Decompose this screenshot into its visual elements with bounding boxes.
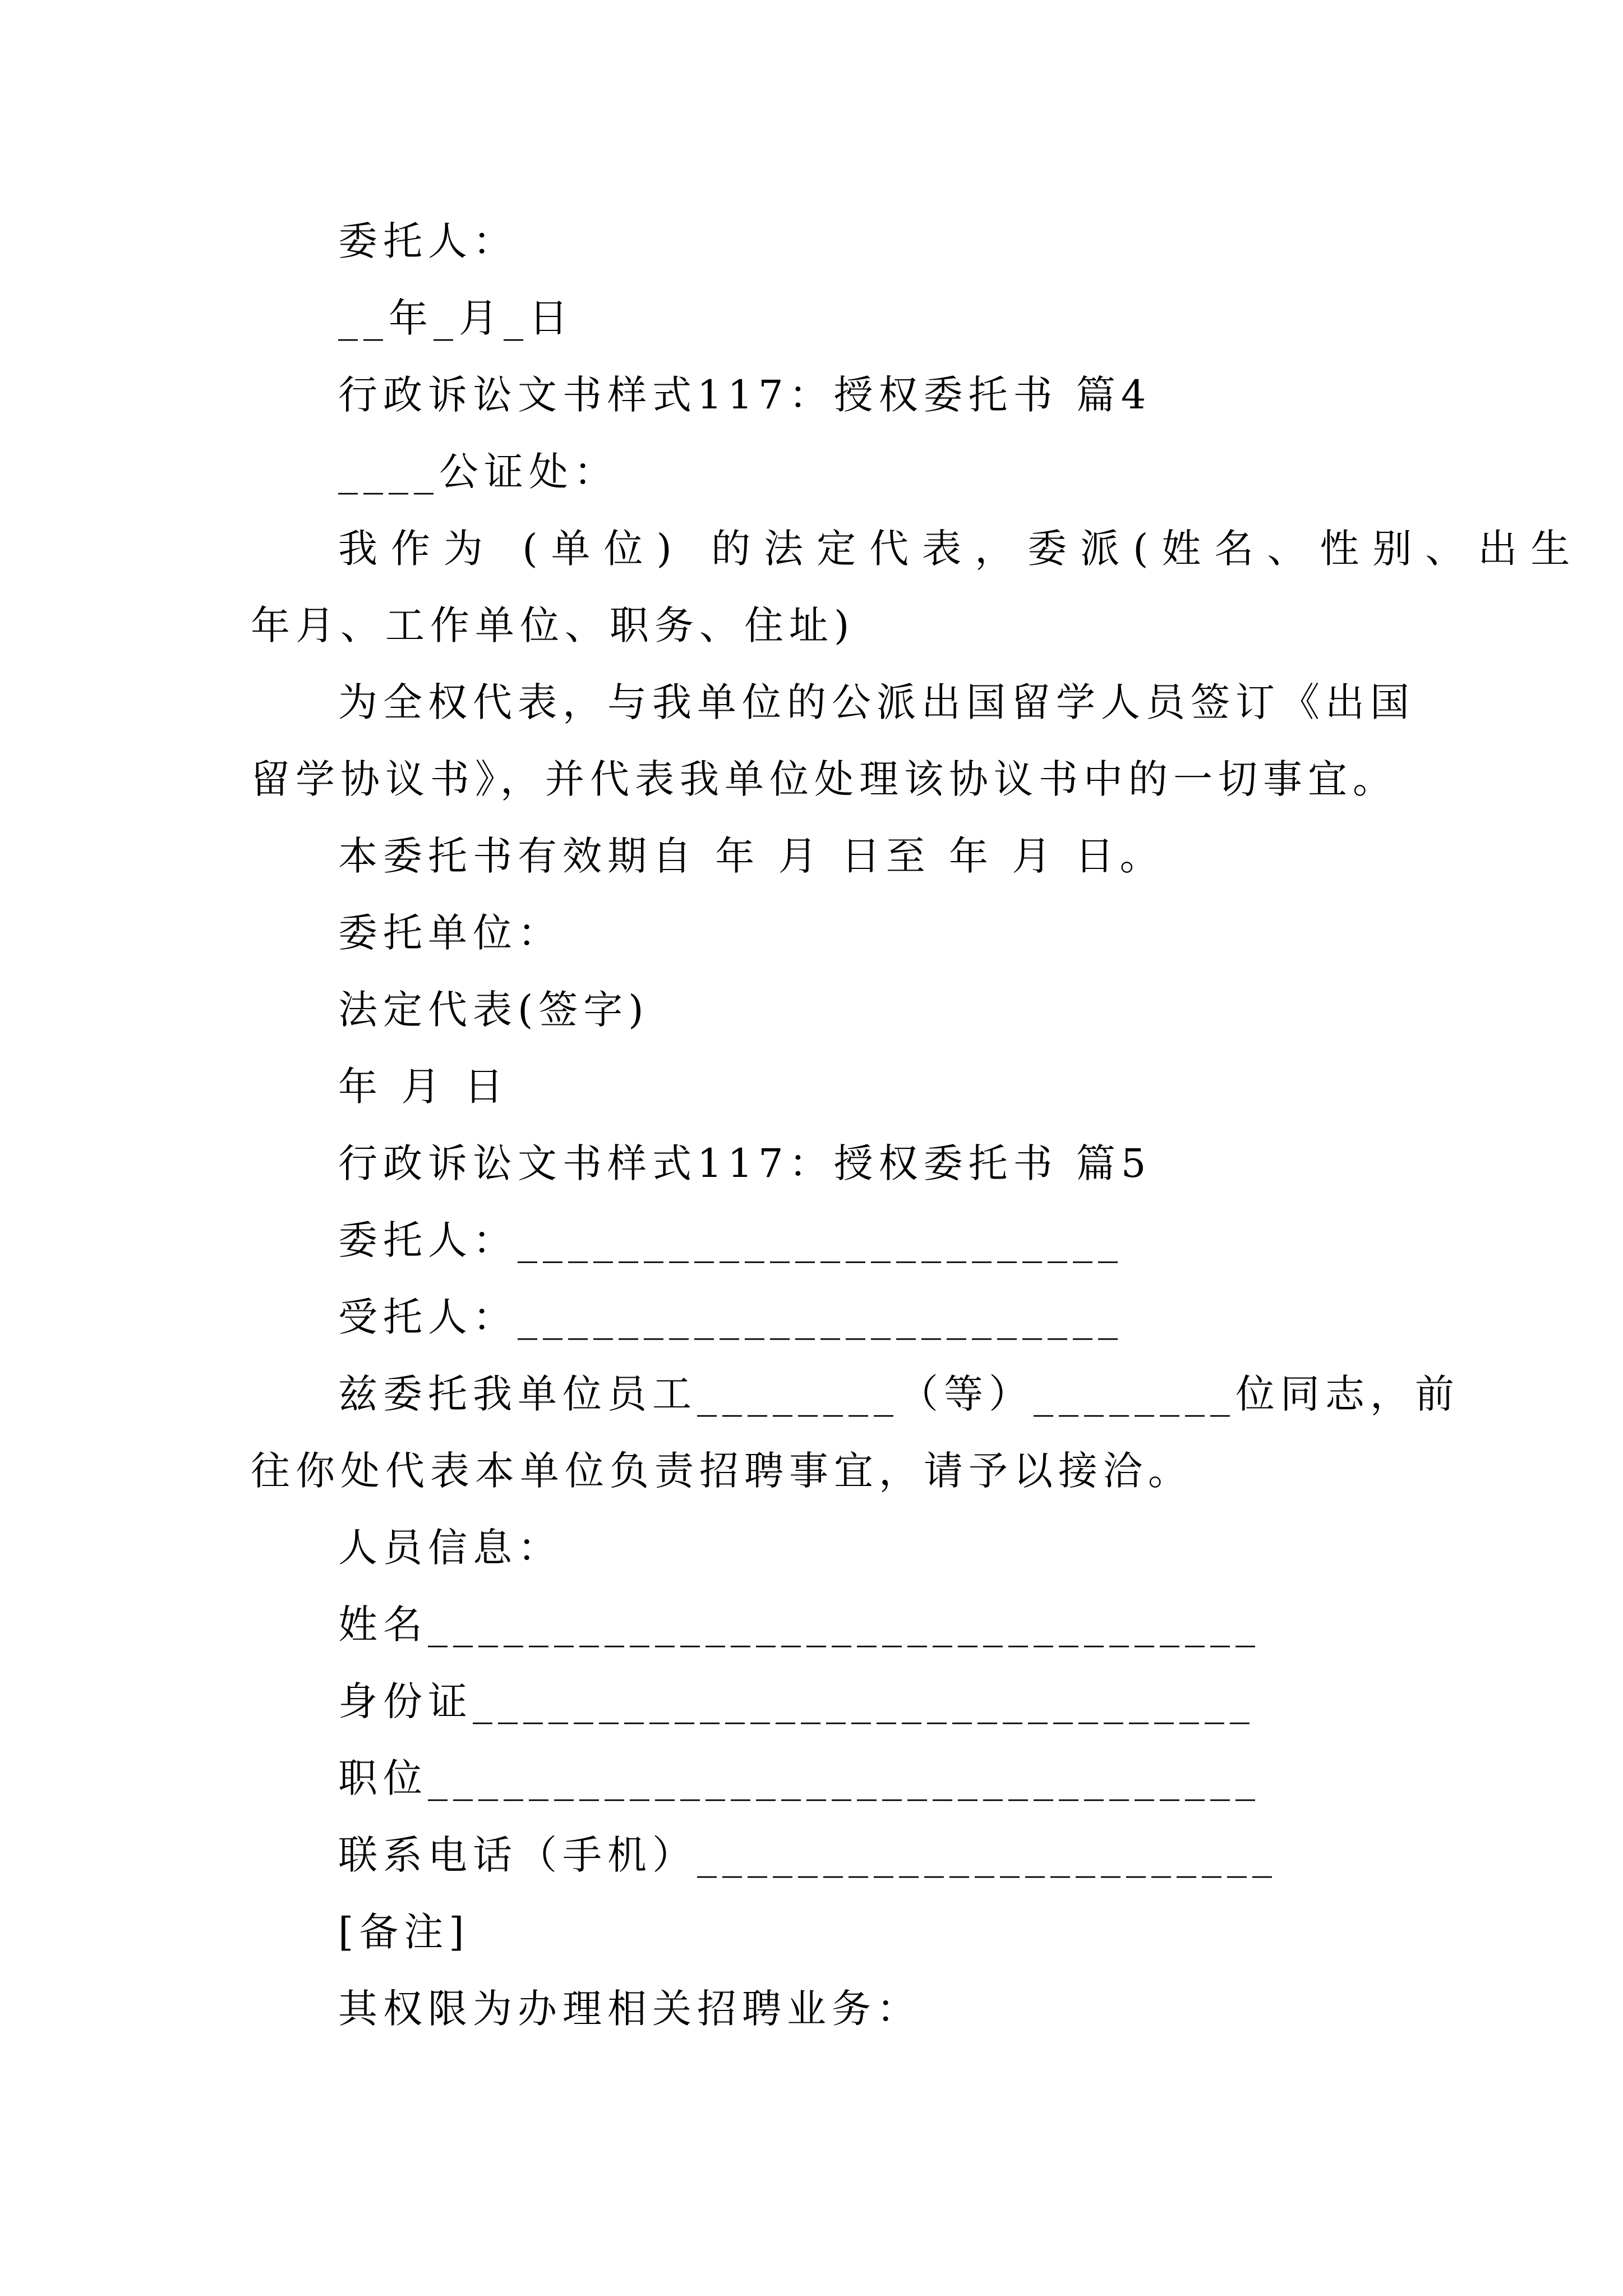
paragraph-line: 往你处代表本单位负责招聘事宜，请予以接洽。 — [251, 1448, 1193, 1494]
section-heading-5: 行政诉讼文书样式117：授权委托书 篇5 — [338, 1140, 1152, 1186]
entrusting-unit-label: 委托单位： — [338, 910, 562, 956]
personnel-info-label: 人员信息： — [338, 1525, 562, 1571]
legal-rep-signature-line: 法定代表(签字) — [338, 987, 649, 1033]
position-field: 职位_________________________________ — [338, 1755, 1261, 1801]
principal-field: 委托人：________________________ — [338, 1217, 1123, 1263]
remarks-label: [备注] — [338, 1909, 470, 1955]
paragraph-line: 兹委托我单位员工________（等）________位同志，前 — [338, 1371, 1460, 1417]
validity-line: 本委托书有效期自 年 月 日至 年 月 日。 — [338, 833, 1165, 879]
phone-field: 联系电话（手机）_______________________ — [338, 1832, 1278, 1878]
section-heading-4: 行政诉讼文书样式117：授权委托书 篇4 — [338, 372, 1152, 418]
paragraph-line: 我作为 (单位) 的法定代表，委派(姓名、性别、出生 — [338, 526, 1584, 572]
paragraph-line: 年月、工作单位、职务、住址) — [251, 602, 855, 648]
date-line: __年_月_日 — [338, 295, 574, 341]
name-field: 姓名_________________________________ — [338, 1602, 1261, 1648]
paragraph-line: 为全权代表，与我单位的公派出国留学人员签订《出国 — [338, 679, 1415, 725]
agent-field: 受托人：________________________ — [338, 1294, 1123, 1340]
authority-scope-line: 其权限为办理相关招聘业务： — [338, 1986, 921, 2032]
notary-office-line: ____公证处： — [338, 449, 619, 495]
date-line: 年 月 日 — [338, 1064, 509, 1110]
principal-label: 委托人： — [338, 218, 518, 264]
paragraph-line: 留学协议书》，并代表我单位处理该协议书中的一切事宜。 — [251, 756, 1398, 802]
id-card-field: 身份证_______________________________ — [338, 1678, 1255, 1724]
